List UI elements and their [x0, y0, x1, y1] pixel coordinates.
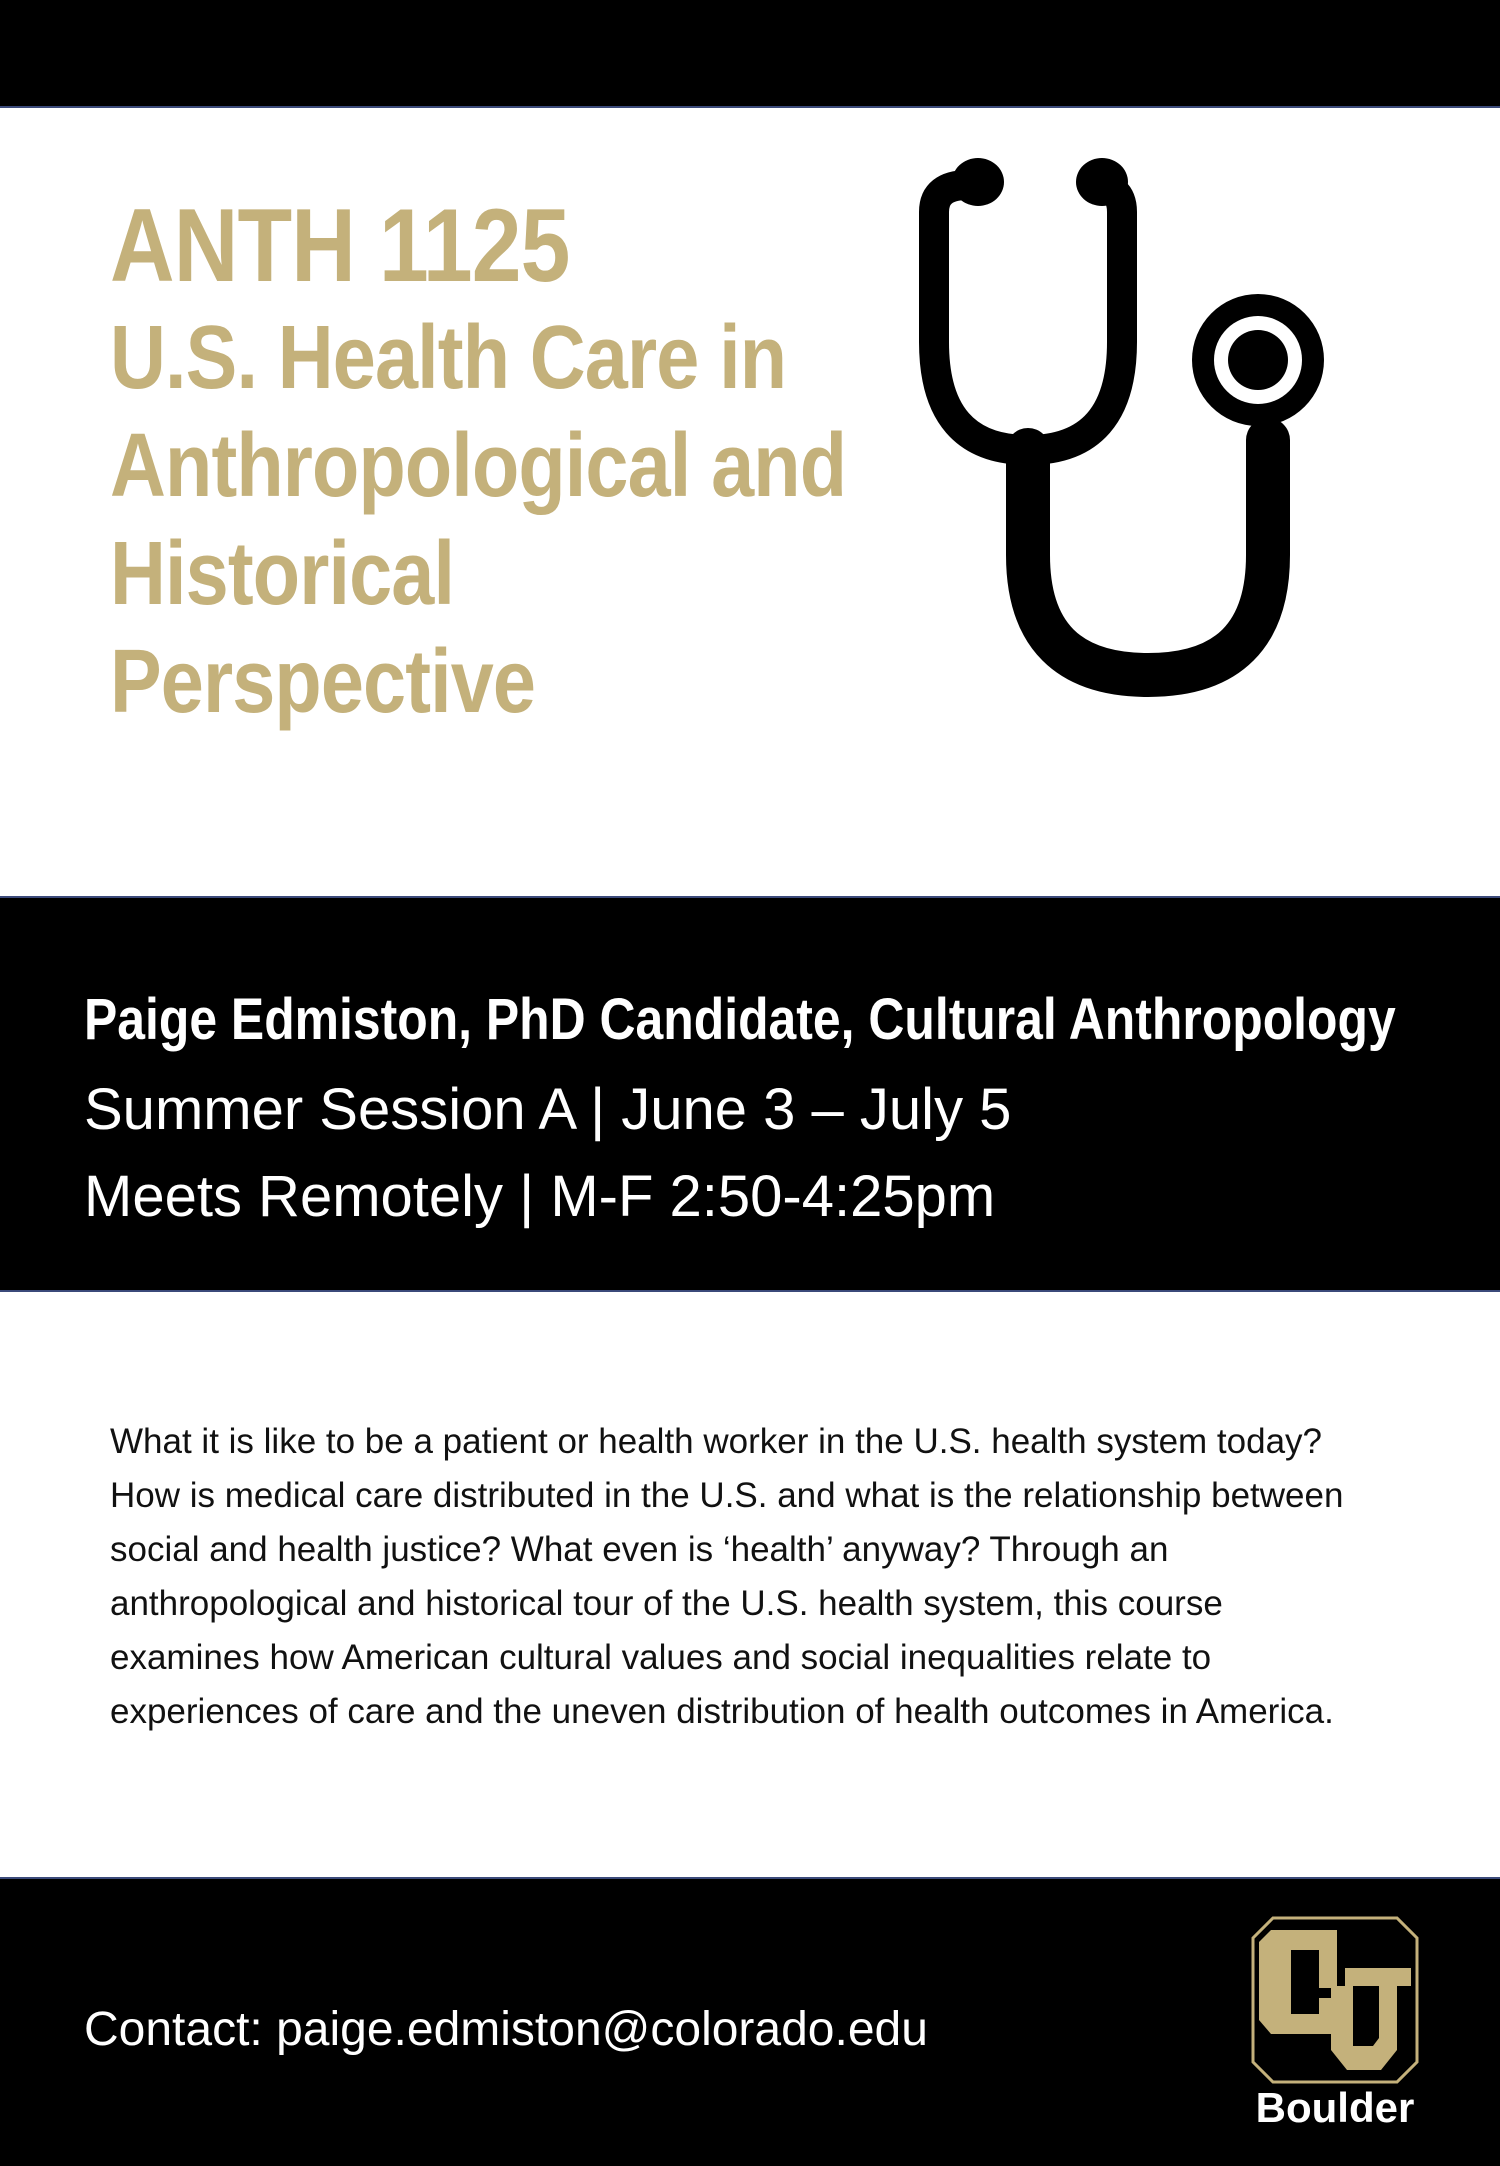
- meeting-schedule: Meets Remotely | M-F 2:50-4:25pm: [84, 1164, 996, 1229]
- instructor-name: Paige Edmiston, PhD Candidate, Cultural Anthropology: [84, 987, 1396, 1052]
- contact-email: Contact: paige.edmiston@colorado.edu: [84, 2003, 928, 2056]
- course-description: What it is like to be a patient or health worker in the U.S. health system today? How is medical care distributed in the U.S. and what is the relationship between social and health justice? What even is ‘health’ anyway? Through an anthropological and historical tour of the U.S. health system, this course examines how American cultural values and social inequalities relate to experiences of care and the uneven distribution of health outcomes in America.: [110, 1422, 1344, 1731]
- top-band: [0, 0, 1500, 108]
- cu-logo-icon: [1245, 1910, 1425, 2090]
- logo-label: Boulder: [1255, 2084, 1415, 2131]
- title-block: [110, 190, 870, 736]
- course-title: U.S. Health Care in Anthropological and Historical Perspective: [110, 308, 847, 732]
- stethoscope-icon: [906, 150, 1336, 700]
- course-code: ANTH 1125: [110, 188, 570, 304]
- session-dates: Summer Session A | June 3 – July 5: [84, 1077, 1012, 1142]
